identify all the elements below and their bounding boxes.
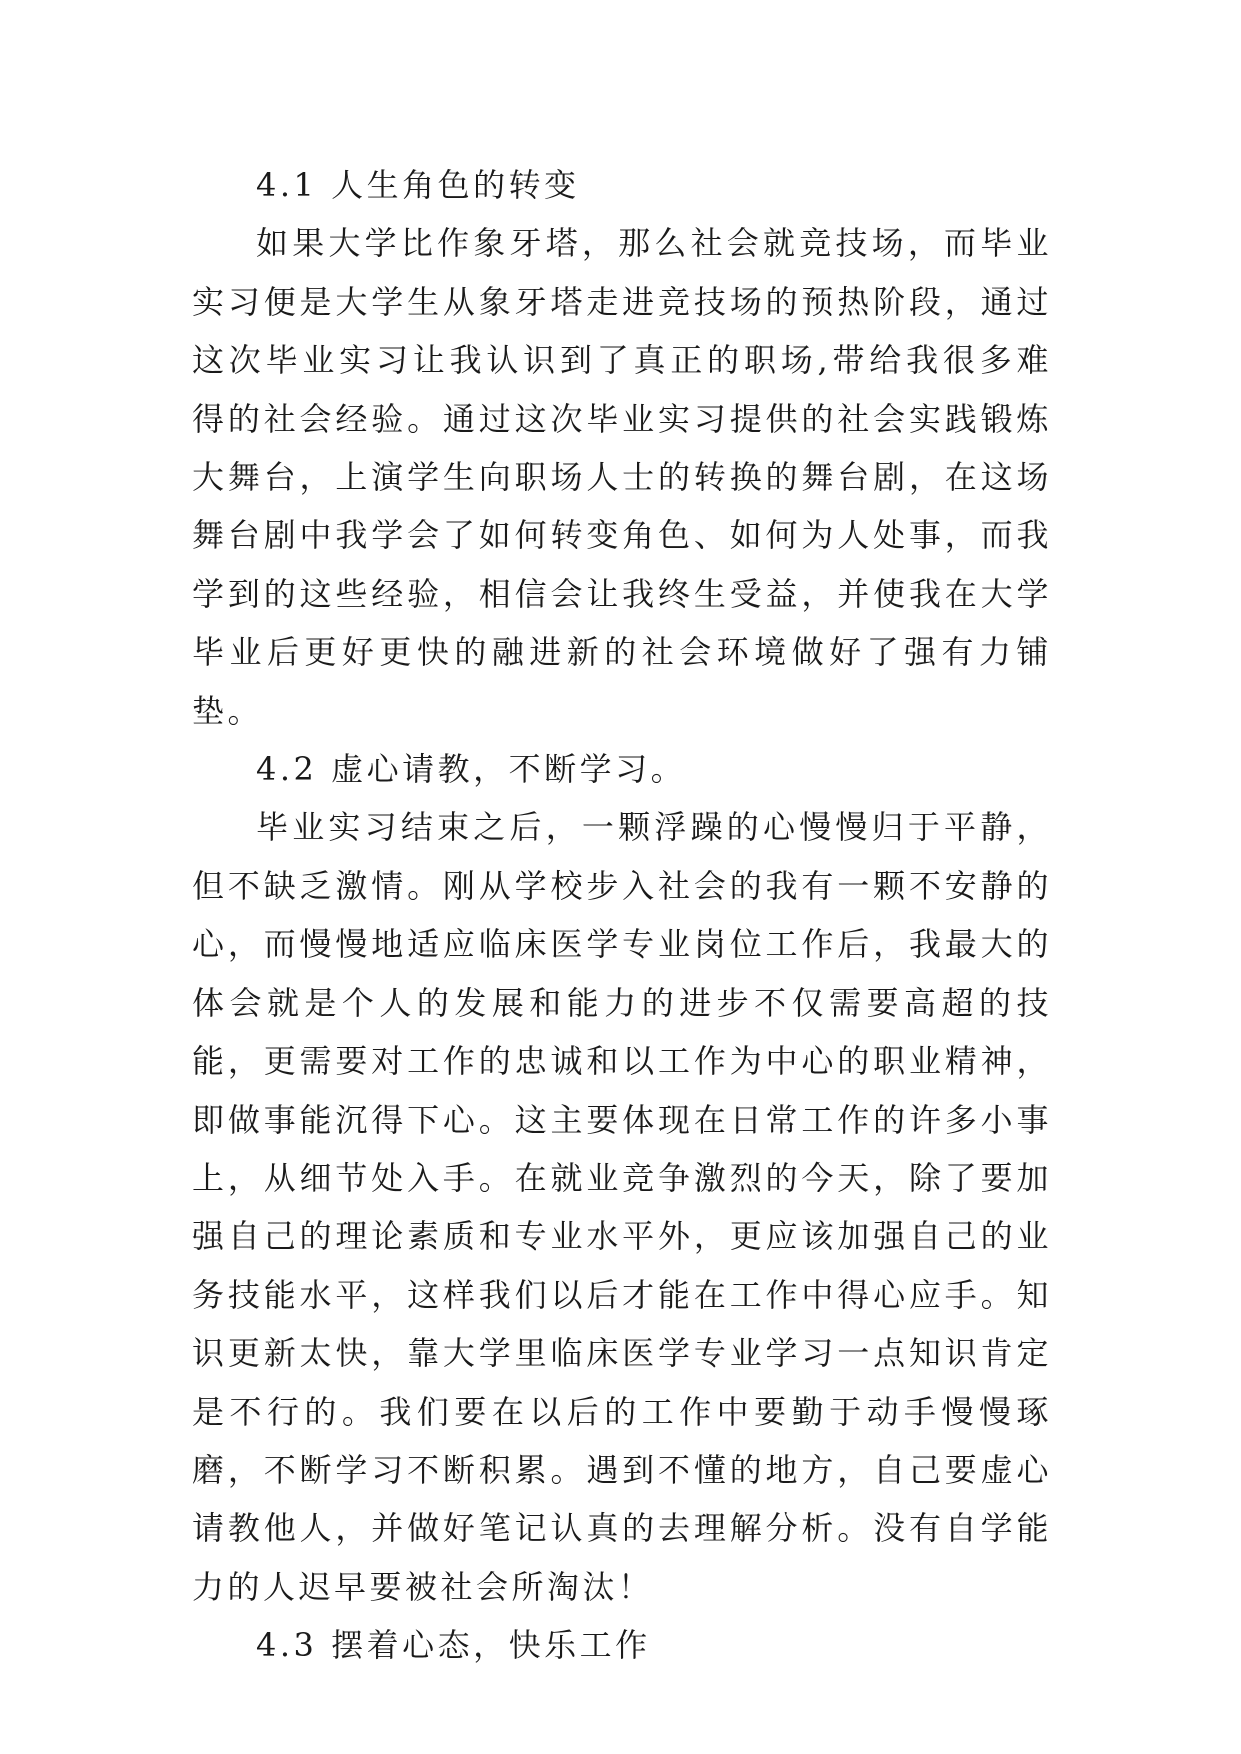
section-paragraph-4-1: 如果大学比作象牙塔，那么社会就竞技场，而毕业实习便是大学生从象牙塔走进竞技场的预热阶段，通过这次毕业实习让我认识到了真正的职场,带给我很多难得的社会经验。通过这次毕业实习提供的社会实践锻炼大舞台，上演学生向职场人士的转换的舞台剧，在这场舞台剧中我学会了如何转变角色、如何为人处事，而我学到的这些经验，相信会让我终生受益，并使我在大学毕业后更好更快的融进新的社会环境做好了强有力铺垫。	[192, 224, 1052, 730]
document-body	[192, 156, 1052, 1675]
section-heading-4-3: 4.3 摆着心态，快乐工作	[256, 1626, 651, 1665]
section-heading-4-1: 4.1 人生角色的转变	[256, 166, 580, 204]
section-heading-4-2: 4.2 虚心请教，不断学习。	[256, 750, 687, 789]
section-paragraph-4-2: 毕业实习结束之后，一颗浮躁的心慢慢归于平静，但不缺乏激情。刚从学校步入社会的我有一颗不安静的心，而慢慢地适应临床医学专业岗位工作后，我最大的体会就是个人的发展和能力的进步不仅需要高超的技能，更需要对工作的忠诚和以工作为中心的职业精神，即做事能沉得下心。这主要体现在日常工作的许多小事上，从细节处入手。在就业竞争激烈的今天，除了要加强自己的理论素质和专业水平外，更应该加强自己的业务技能水平，这样我们以后才能在工作中得心应手。知识更新太快，靠大学里临床医学专业学习一点知识肯定是不行的。我们要在以后的工作中要勤于动手慢慢琢磨，不断学习不断积累。遇到不懂的地方，自己要虚心请教他人，并做好笔记认真的去理解分析。没有自学能力的人迟早要被社会所淘汰！	[192, 808, 1052, 1606]
